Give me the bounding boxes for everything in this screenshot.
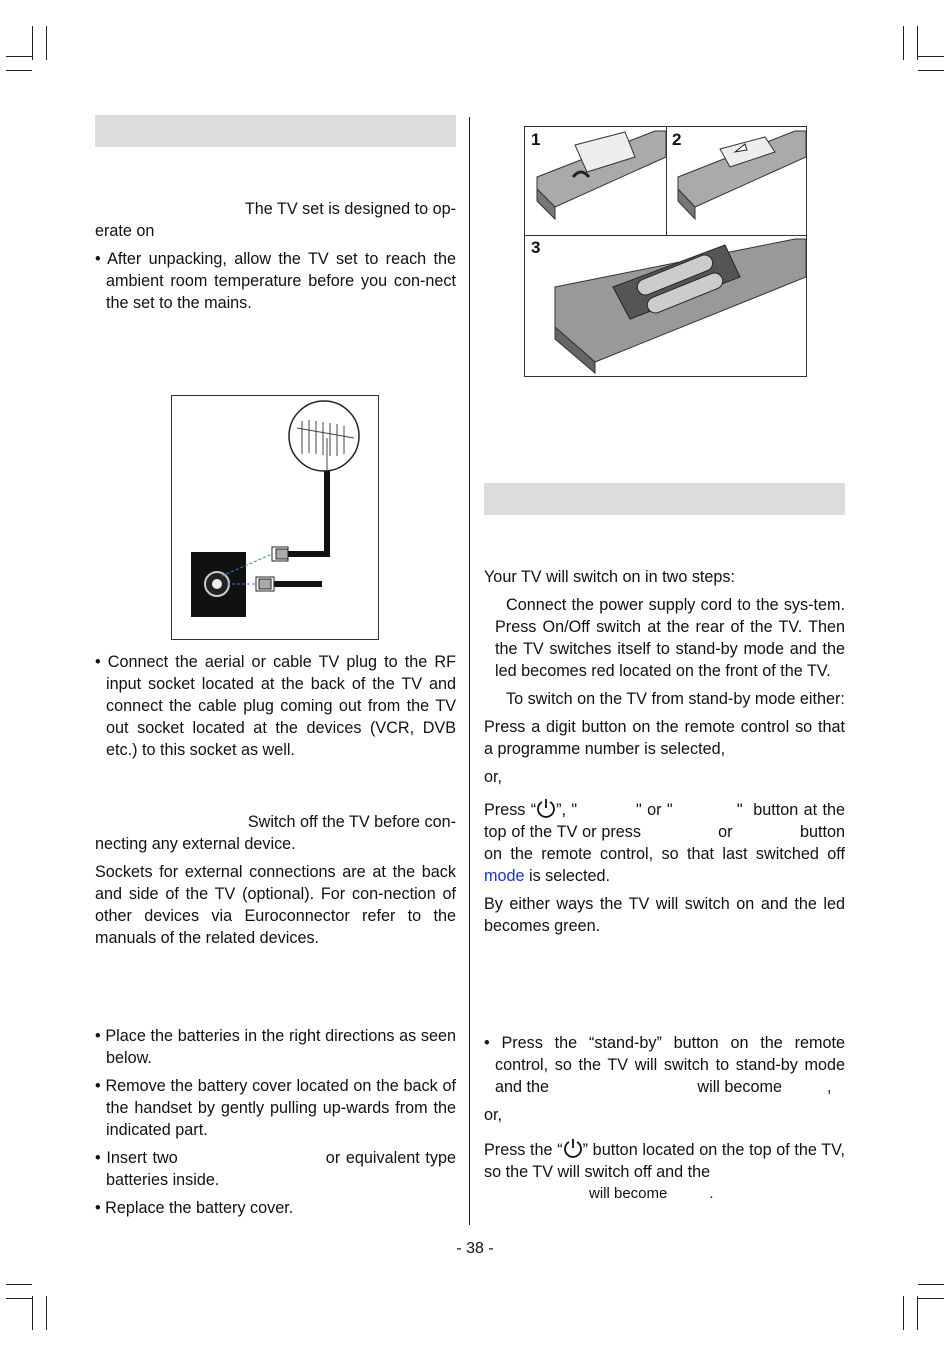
will-become-text: will become: [589, 1185, 668, 1202]
battery-bullet: • Insert two or equivalent type batteries inside.: [95, 1149, 461, 1189]
switch-on-section: [484, 566, 850, 943]
power-section: [95, 198, 456, 320]
crop-mark: [32, 1296, 33, 1330]
crop-mark: [6, 1298, 32, 1299]
switch-intro: Your TV will switch on in two steps:: [484, 568, 736, 586]
crop-mark: [918, 1284, 944, 1285]
crop-mark: [6, 1284, 32, 1285]
page-number: - 38 -: [456, 1240, 494, 1257]
crop-mark: [917, 26, 918, 60]
or-text: or,: [484, 1106, 502, 1124]
figure-label: 2: [672, 130, 682, 149]
battery-bullet: • Replace the battery cover.: [95, 1199, 294, 1217]
crop-mark: [6, 56, 32, 57]
aerial-connection-figure: [171, 395, 379, 640]
period-text: .: [709, 1185, 714, 1202]
remote-battery-figure: [524, 126, 807, 377]
section-heading-bar: [484, 483, 845, 515]
mode-link: mode: [484, 867, 525, 885]
crop-mark: [903, 26, 904, 60]
crop-mark: [6, 70, 32, 71]
standby-bullet: • Press the “stand-by” button on the remote control, so the TV will switch to stand-by mode and the will become ,: [484, 1034, 850, 1096]
figure-label: 1: [531, 130, 541, 149]
figure-label: 3: [531, 238, 541, 257]
press-top-text: [484, 1138, 845, 1183]
aerial-icon: [172, 396, 378, 639]
section-heading-bar: [95, 115, 456, 147]
external-text: Switch off the TV before con-: [247, 813, 456, 831]
external-section: [95, 811, 456, 955]
remote-battery-icon: [525, 127, 806, 376]
step-one: Connect the power supply cord to the sys-tem. Press On/Off switch at the rear of the TV. Then the TV switches itself to stand-by mode and the led becomes red located on the front of the TV.: [495, 596, 845, 680]
will-become-line: [484, 1183, 845, 1205]
press-power-c: is selected.: [524, 867, 610, 885]
crop-mark: [918, 1298, 944, 1299]
aerial-bullet: • Connect the aerial or cable TV plug to the RF input socket located at the back of the TV and connect the cable plug coming out from the TV out socket located at the devices (VCR, DVB etc.) to this socket as well.: [95, 653, 456, 759]
battery-section: [95, 1025, 461, 1225]
battery-bullet: • Place the batteries in the right directions as seen below.: [95, 1027, 456, 1067]
battery-bullet: • Remove the battery cover located on the back of the handset by gently pulling up-wards from the indicated part.: [95, 1077, 456, 1139]
press-digit-text: Press a digit button on the remote control so that a programme number is selected,: [484, 718, 845, 758]
power-icon: [563, 1138, 583, 1158]
crop-mark: [46, 26, 47, 60]
press-top-b: ” button located on the top of the TV, so the TV will switch off and the: [484, 1141, 845, 1181]
column-divider: [469, 117, 470, 1225]
crop-mark: [903, 1296, 904, 1330]
crop-mark: [918, 70, 944, 71]
either-ways-text: By either ways the TV will switch on and the led becomes green.: [484, 895, 845, 935]
power-text: erate on: [95, 222, 155, 240]
power-icon: [536, 798, 556, 818]
crop-mark: [918, 56, 944, 57]
external-text: necting any external device.: [95, 835, 296, 853]
aerial-section: [95, 651, 456, 767]
power-bullet: • After unpacking, allow the TV set to reach the ambient room temperature before you con-nect the set to the mains.: [95, 250, 456, 312]
press-top-a: Press the “: [484, 1141, 563, 1159]
crop-mark: [917, 1296, 918, 1330]
or-text: or,: [484, 768, 502, 786]
power-text: The TV set is designed to op-: [244, 200, 456, 218]
press-power-b: ”, " " or " " button at the top of the TV or press or button on the remote control, so that last switched off: [484, 801, 850, 863]
switch-off-section: [484, 1032, 850, 1205]
external-paragraph: Sockets for external connections are at the back and side of the TV (optional). For con-nection of other devices via Euroconnector refer to the manuals of the related devices.: [95, 863, 456, 947]
press-power-a: Press “: [484, 801, 537, 819]
step-two: To switch on the TV from stand-by mode either:: [506, 690, 845, 708]
crop-mark: [32, 26, 33, 60]
crop-mark: [46, 1296, 47, 1330]
press-power-text: [484, 798, 850, 887]
